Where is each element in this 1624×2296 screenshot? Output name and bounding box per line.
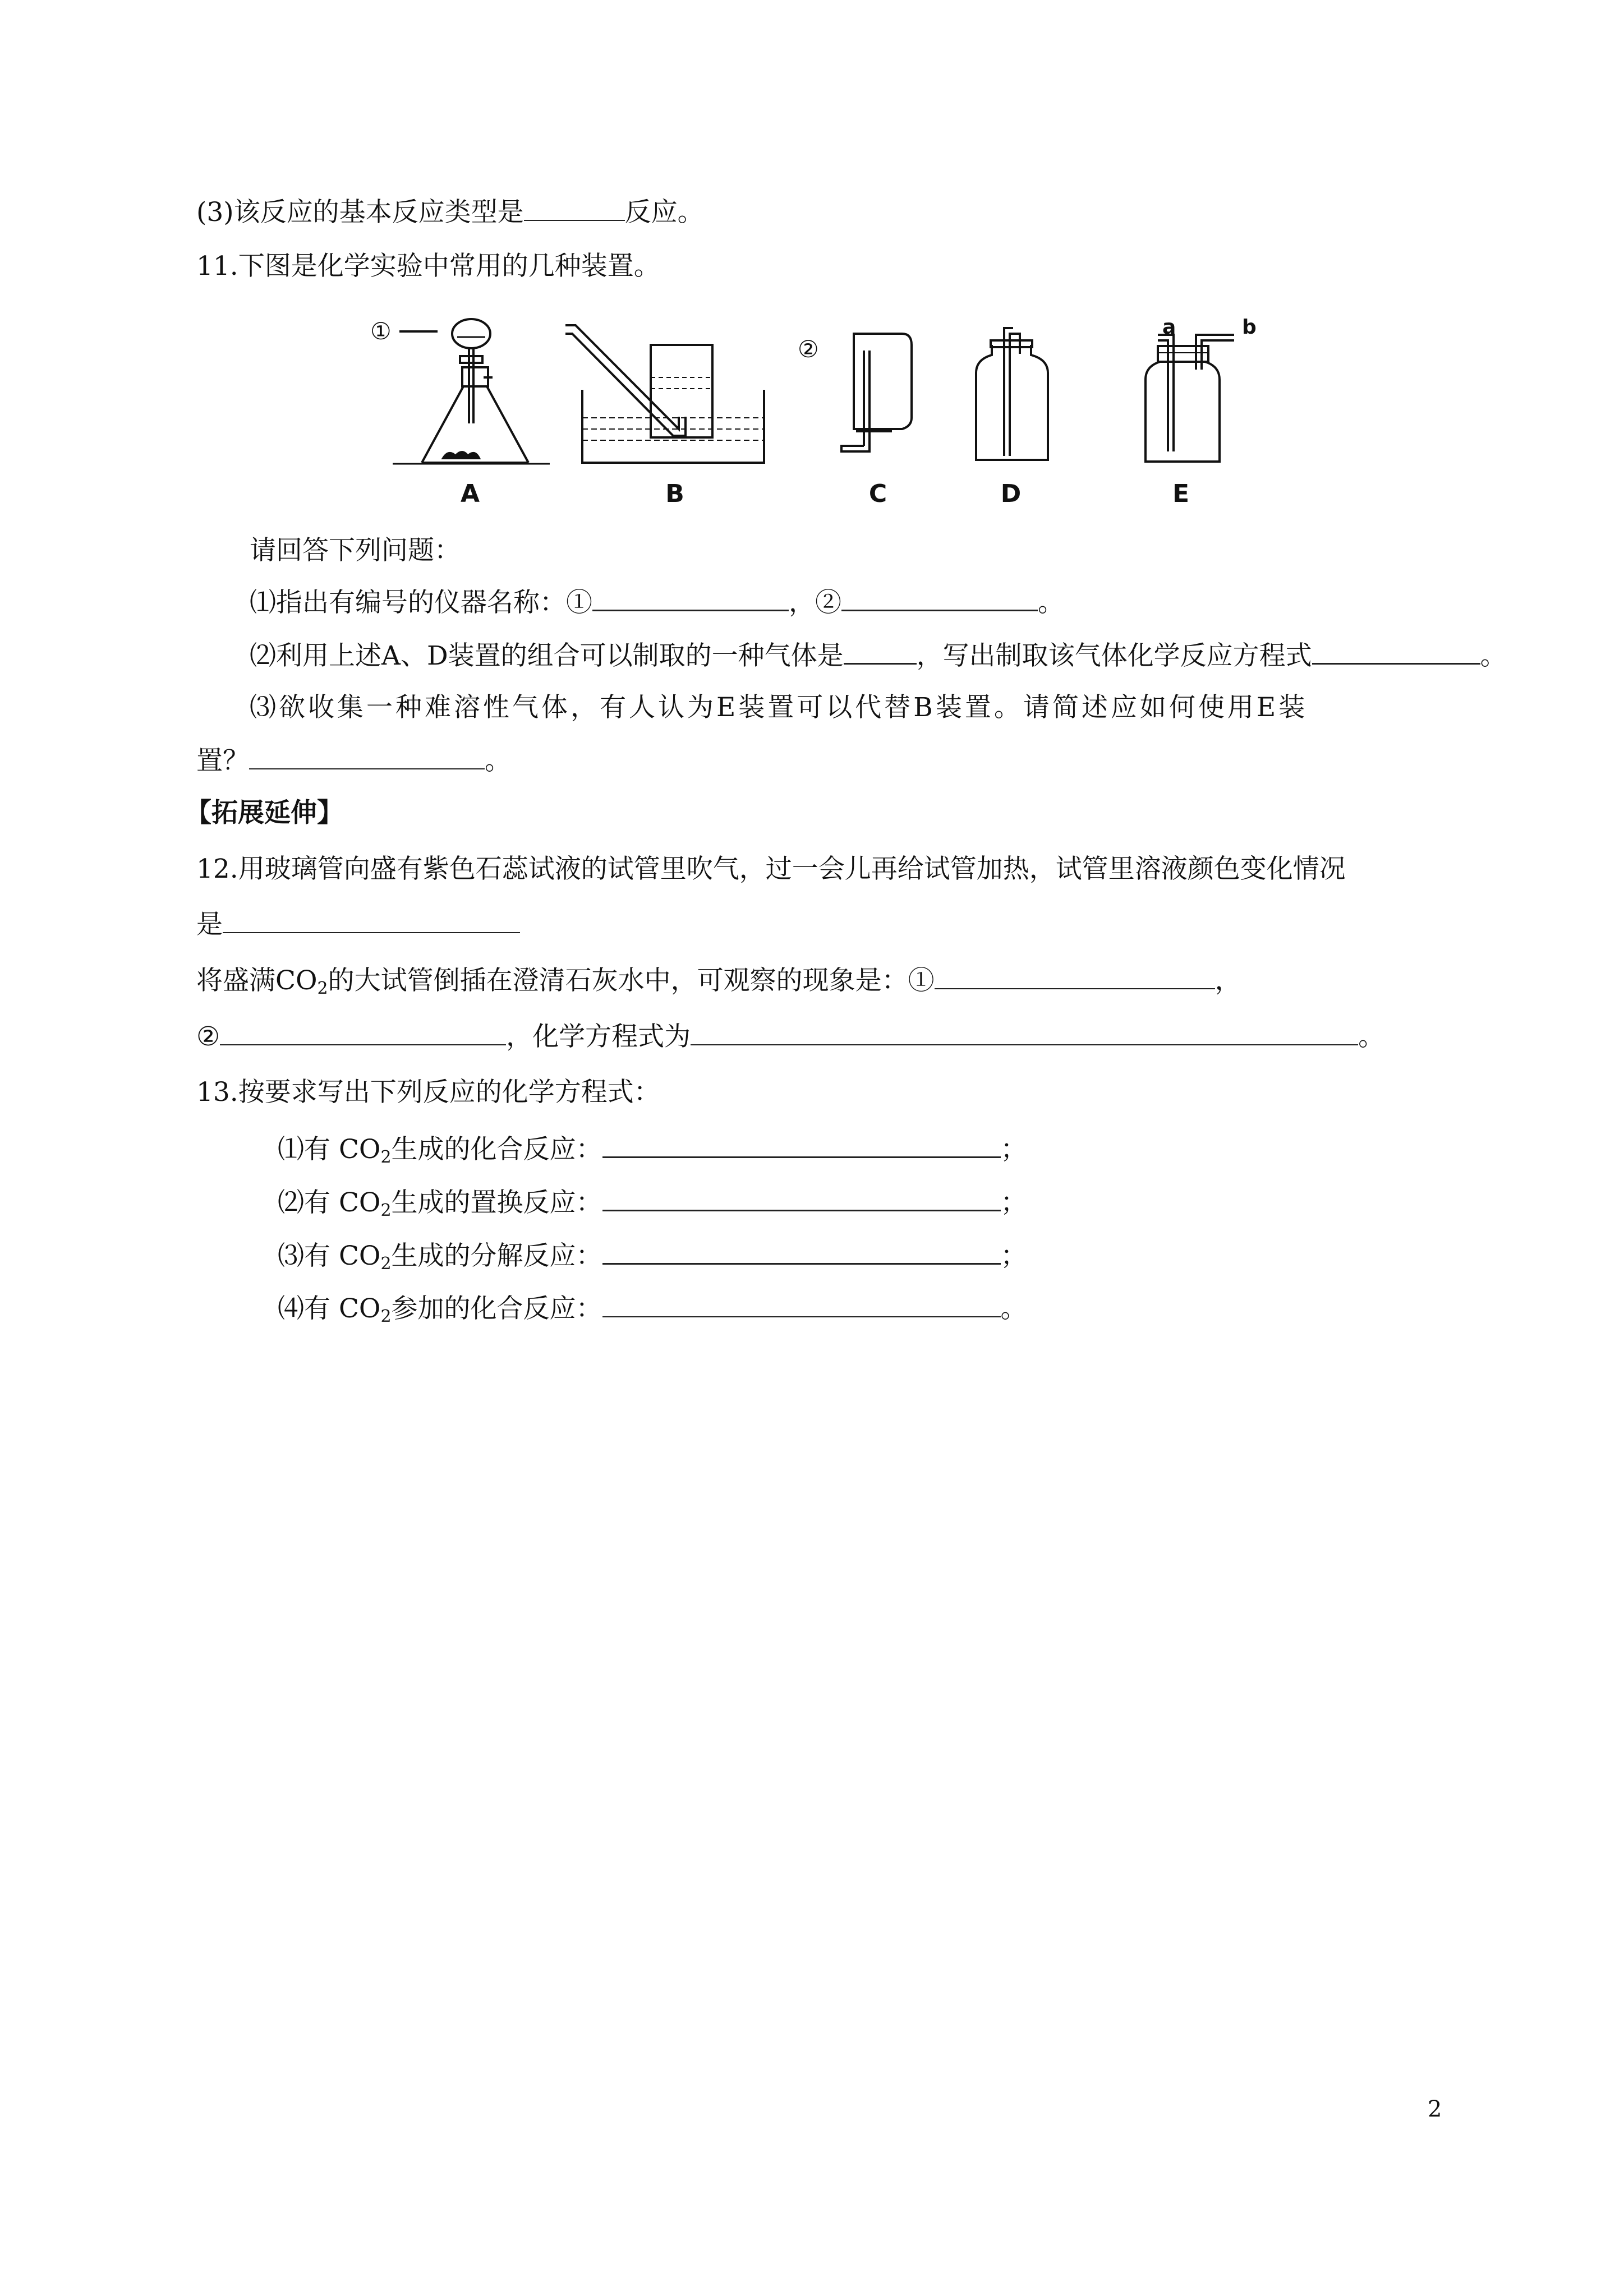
q11-part3-blank[interactable]: [249, 744, 485, 769]
q11-part2-line: [250, 638, 1507, 673]
q12-line3-blank[interactable]: [935, 963, 1215, 989]
q13-item-3-pre: ⑶有 CO: [278, 1241, 381, 1271]
q11-part2-blank2[interactable]: [1312, 638, 1480, 665]
q11-part1-blank2[interactable]: [841, 585, 1038, 611]
apparatus-figure: [359, 311, 1268, 513]
label-d: D: [1000, 480, 1022, 508]
apparatus-a: [370, 317, 550, 508]
q12-line2-text: 是: [196, 909, 223, 940]
q12-line3-b: 的大试管倒插在澄清石灰水中，可观察的现象是：①: [328, 965, 935, 996]
q12-line4: [196, 1020, 1384, 1054]
apparatus-b: [565, 325, 764, 508]
q13-title: 13.按要求写出下列反应的化学方程式：: [196, 1077, 660, 1108]
q12-line4-blank1[interactable]: [220, 1020, 506, 1045]
q12-line1: 12.用玻璃管向盛有紫色石蕊试液的试管里吹气，过一会儿再给试管加热，试管里溶液颜色变化情况: [196, 854, 1346, 884]
section-title: 【拓展延伸】: [185, 797, 343, 828]
label-b: B: [665, 480, 684, 508]
q10-part3-suffix: 反应。: [624, 197, 704, 228]
q12-line2: [196, 907, 520, 942]
q13-item-4-blank[interactable]: [602, 1292, 1001, 1317]
q11-part3-line1: ⑶欲收集一种难溶性气体，有人认为E装置可以代替B装置。请简述应如何使用E装: [250, 692, 1308, 723]
q11-part1-text: ⑴指出有编号的仪器名称：①: [250, 587, 592, 618]
q13-item-4-end: 。: [1000, 1293, 1027, 1324]
q12-line2-blank[interactable]: [223, 907, 520, 933]
label-c: C: [868, 480, 887, 508]
q13-item-2-end: ；: [1000, 1187, 1027, 1218]
label-e: E: [1172, 480, 1190, 508]
q13-item-2: [278, 1185, 1027, 1220]
q12-line4-a: ②: [196, 1021, 220, 1052]
q13-item-2-pre: ⑵有 CO: [278, 1187, 381, 1218]
q13-item-2-blank[interactable]: [602, 1185, 1001, 1211]
q13-item-1-sub: 2: [380, 1147, 392, 1167]
page-number: 2: [1428, 2096, 1442, 2122]
q13-item-3-blank[interactable]: [602, 1238, 1001, 1265]
q13-item-3: [278, 1238, 1027, 1273]
q11-part1-mid: ，②: [789, 587, 841, 618]
q13-item-2-sub: 2: [380, 1201, 392, 1220]
port-b-label: b: [1242, 316, 1257, 339]
q13-item-4-sub: 2: [380, 1307, 392, 1326]
q11-prompt: 请回答下列问题：: [250, 535, 461, 566]
marker-1: ①: [370, 317, 392, 345]
q13-item-1-blank[interactable]: [602, 1132, 1001, 1158]
q12-line4-end: 。: [1358, 1021, 1385, 1052]
q11-part2-end: 。: [1480, 640, 1507, 671]
q11-part3-line2: [196, 744, 511, 778]
q11-part3-text: 置？: [196, 745, 249, 776]
q12-line4-b: ，化学方程式为: [506, 1021, 691, 1052]
q11-part3-end: 。: [485, 745, 511, 776]
q11-part2-text: ⑵利用上述A、D装置的组合可以制取的一种气体是: [250, 640, 844, 671]
q13-item-4-post: 参加的化合反应：: [391, 1293, 602, 1324]
q10-part3-line: [196, 195, 704, 229]
q13-item-1-pre: ⑴有 CO: [278, 1134, 381, 1165]
q13-item-4: [278, 1292, 1027, 1326]
q13-item-1-end: ；: [1000, 1134, 1027, 1165]
marker-2: ②: [798, 335, 819, 363]
q13-item-3-post: 生成的分解反应：: [391, 1241, 602, 1271]
q10-part3-text: (3)该反应的基本反应类型是: [196, 197, 524, 228]
q11-part1-blank1[interactable]: [592, 585, 789, 611]
q11-part2-blank1[interactable]: [844, 638, 917, 665]
apparatus-d: [976, 328, 1048, 508]
q11-part1-end: 。: [1038, 587, 1064, 618]
q13-item-2-post: 生成的置换反应：: [391, 1187, 602, 1218]
q13-item-1-post: 生成的化合反应：: [391, 1134, 602, 1165]
port-a-label: a: [1162, 316, 1176, 339]
q13-item-1: [278, 1132, 1027, 1167]
q13-item-4-pre: ⑷有 CO: [278, 1293, 381, 1324]
q13-item-3-end: ；: [1000, 1241, 1027, 1271]
label-a: A: [460, 480, 480, 508]
q11-part2-mid: ，写出制取该气体化学反应方程式: [916, 640, 1312, 671]
apparatus-e: [1145, 316, 1257, 508]
q12-line3-end: ，: [1214, 965, 1241, 996]
q12-line3-a: 将盛满CO: [196, 965, 318, 996]
q11-part1-line: [250, 585, 1064, 620]
q12-line4-blank2[interactable]: [691, 1020, 1358, 1045]
apparatus-c: [798, 334, 912, 508]
q12-line3: [196, 963, 1241, 998]
q12-line3-sub: 2: [317, 979, 328, 998]
q10-part3-blank[interactable]: [524, 195, 625, 221]
q11-title: 11.下图是化学实验中常用的几种装置。: [196, 251, 660, 282]
q13-item-3-sub: 2: [380, 1254, 392, 1274]
